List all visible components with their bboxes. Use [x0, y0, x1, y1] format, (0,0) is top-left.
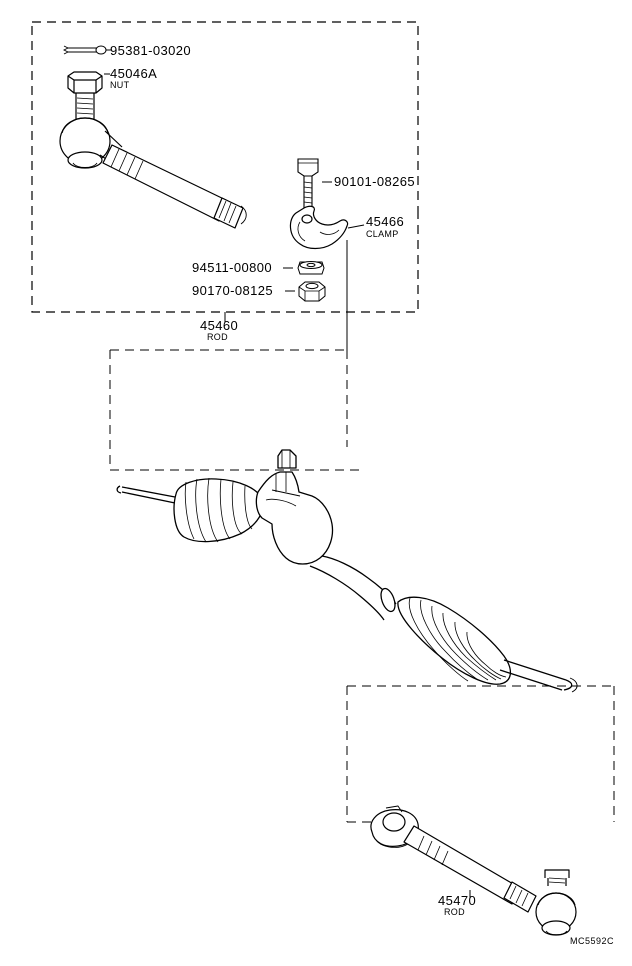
- callout-90170-label: 90170-08125: [192, 283, 274, 298]
- callout-95381-label: 95381-03020: [110, 43, 192, 58]
- callout-90101-label: 90101-08265: [334, 174, 416, 189]
- callout-45466-label: 45466: [366, 214, 405, 229]
- steering-gear-assembly: [117, 450, 577, 692]
- group-45470-caption: ROD: [444, 907, 465, 917]
- projection-lines-upper: [110, 350, 360, 470]
- callout-45466-caption: CLAMP: [366, 229, 399, 239]
- diagram-code: MC5592C: [570, 936, 615, 946]
- projection-lines-lower: [347, 686, 614, 822]
- washer: [298, 262, 324, 275]
- hex-nut: [299, 282, 325, 301]
- tie-rod-assembly-lower: [371, 806, 576, 935]
- callout-94511-label: 94511-00800: [192, 260, 273, 275]
- clamp: [290, 206, 347, 248]
- callout-45046a-caption: NUT: [110, 80, 130, 90]
- cotter-pin: [64, 46, 106, 54]
- group-45460-caption: ROD: [207, 332, 228, 342]
- tie-rod-assembly-upper: [60, 72, 246, 228]
- group-45460-label: 45460: [200, 318, 239, 333]
- callout-45046a-label: 45046A: [110, 66, 158, 81]
- group-45470-label: 45470: [438, 893, 477, 908]
- bolt: [298, 159, 318, 210]
